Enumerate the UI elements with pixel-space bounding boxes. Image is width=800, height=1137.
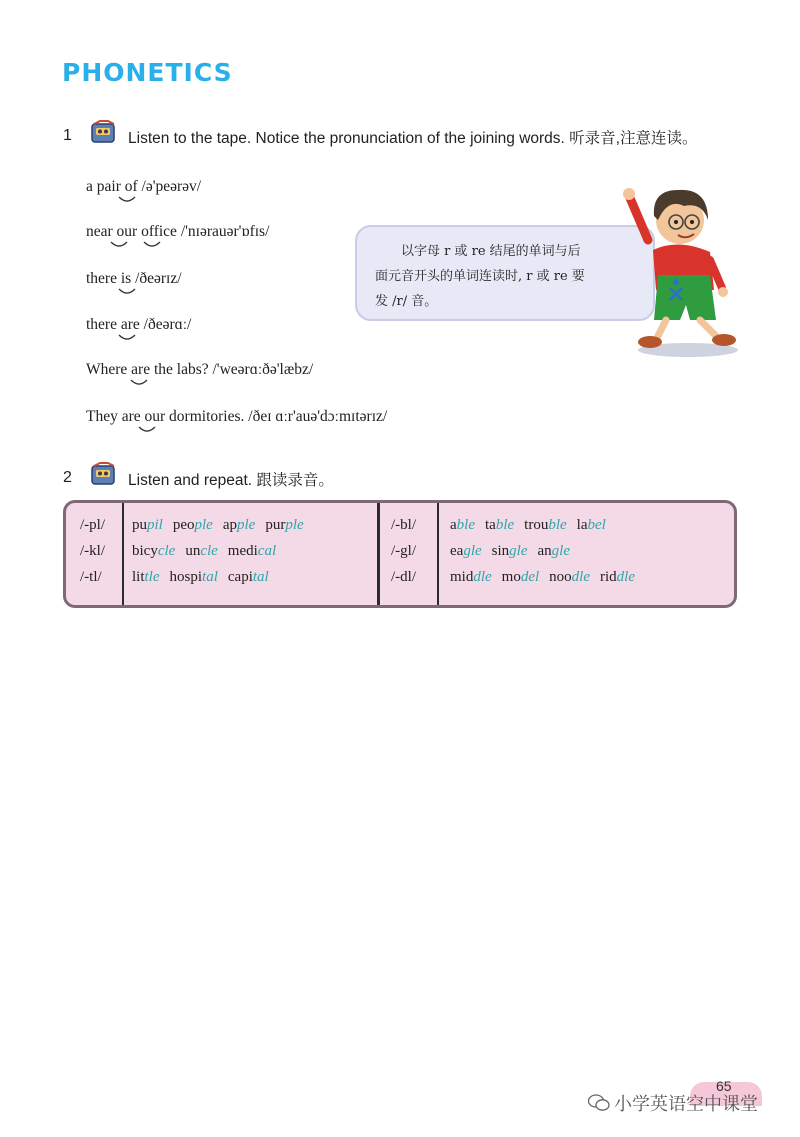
sound-symbol: /-bl/ — [391, 517, 416, 533]
example-word: uncle — [185, 543, 218, 559]
column-divider — [377, 503, 380, 605]
example-word: noodle — [549, 569, 590, 585]
highlighted-ending: tal — [252, 569, 269, 585]
example-word: capital — [227, 569, 269, 585]
note-bubble — [355, 225, 655, 321]
highlighted-ending: ble — [495, 517, 515, 533]
linking-mark — [130, 379, 148, 387]
example-word: people — [172, 517, 213, 533]
example-word: bicycle — [132, 543, 176, 559]
section-2-instruction: Listen and repeat. 跟读录音。 — [128, 472, 334, 489]
example-word: little — [132, 569, 160, 585]
highlighted-ending: ble — [548, 517, 567, 533]
highlighted-ending: dle — [571, 569, 590, 585]
example-line: They are our dormitories. /ðeɪ ɑːr'auə'dɔːmɪtərɪz/ — [86, 408, 388, 425]
page-title: PHONETICS — [62, 58, 233, 87]
example-line: Where are the labs? /'weərɑːðə'læbz/ — [86, 361, 314, 378]
column-divider — [437, 503, 439, 605]
highlighted-ending: cle — [200, 543, 218, 559]
highlighted-ending: ple — [194, 517, 213, 533]
note-text: 发 /r/ 音。 — [375, 294, 438, 309]
example-word: trouble — [524, 517, 567, 533]
example-word: table — [485, 517, 515, 533]
example-word: purple — [265, 517, 304, 533]
section-1-instruction: Listen to the tape. Notice the pronunciation of the joining words. 听录音,注意连读。 — [128, 130, 698, 147]
example-word: medical — [227, 543, 277, 559]
sound-symbol: /-gl/ — [391, 543, 416, 559]
example-word: apple — [222, 517, 256, 533]
example-word: able — [450, 517, 475, 533]
section-2-number: 2 — [63, 469, 72, 486]
example-words-row — [132, 569, 279, 586]
example-words-row — [450, 543, 580, 560]
sound-symbol: /-tl/ — [80, 569, 102, 585]
example-line: there are /ðeərɑː/ — [86, 316, 192, 333]
cassette-tape-icon — [90, 462, 118, 488]
highlighted-ending: tle — [144, 569, 160, 585]
watermark — [588, 1090, 758, 1117]
example-words-row — [132, 517, 314, 534]
cartoon-boy-illustration — [618, 180, 743, 360]
example-word: model — [501, 569, 540, 585]
highlighted-ending: tal — [202, 569, 218, 585]
highlighted-ending: del — [520, 569, 540, 585]
sound-symbol: /-pl/ — [80, 517, 105, 533]
highlighted-ending: bel — [587, 517, 606, 533]
example-words-row — [450, 569, 645, 586]
example-line: a pair of /ə'peərəv/ — [86, 178, 202, 195]
section-1-number: 1 — [63, 127, 72, 144]
linking-mark — [118, 288, 136, 296]
page-number: 65 — [716, 1078, 732, 1094]
highlighted-ending: dle — [616, 569, 635, 585]
phonics-table — [63, 500, 737, 608]
cassette-tape-icon — [90, 120, 118, 146]
wechat-icon — [588, 1094, 610, 1117]
highlighted-ending: ple — [285, 517, 304, 533]
sound-symbol: /-kl/ — [80, 543, 105, 559]
example-words-row — [450, 517, 616, 534]
highlighted-ending: ple — [237, 517, 256, 533]
highlighted-ending: pil — [147, 517, 163, 533]
watermark-text: 小学英语空中课堂 — [614, 1094, 758, 1115]
highlighted-ending: gle — [509, 543, 528, 559]
example-word: middle — [450, 569, 492, 585]
example-word: eagle — [450, 543, 482, 559]
note-text: 以字母 r 或 re 结尾的单词与后 — [401, 244, 581, 259]
example-line: near our office /'nɪərauər'ɒfɪs/ — [86, 223, 270, 240]
linking-mark — [143, 241, 161, 249]
column-divider — [122, 503, 124, 605]
example-word: label — [576, 517, 606, 533]
example-words-row — [132, 543, 286, 560]
linking-mark — [138, 426, 156, 434]
highlighted-ending: gle — [463, 543, 482, 559]
example-word: angle — [537, 543, 570, 559]
example-word: pupil — [132, 517, 163, 533]
highlighted-ending: dle — [473, 569, 492, 585]
linking-mark — [110, 241, 128, 249]
linking-mark — [118, 196, 136, 204]
highlighted-ending: cal — [257, 543, 277, 559]
note-text: 面元音开头的单词连读时, r 或 re 要 — [375, 269, 585, 284]
highlighted-ending: cle — [157, 543, 176, 559]
highlighted-ending: ble — [456, 517, 475, 533]
example-line: there is /ðeərɪz/ — [86, 270, 182, 287]
example-word: riddle — [600, 569, 635, 585]
example-word: single — [491, 543, 528, 559]
highlighted-ending: gle — [551, 543, 570, 559]
sound-symbol: /-dl/ — [391, 569, 416, 585]
linking-mark — [118, 334, 136, 342]
example-word: hospital — [169, 569, 218, 585]
